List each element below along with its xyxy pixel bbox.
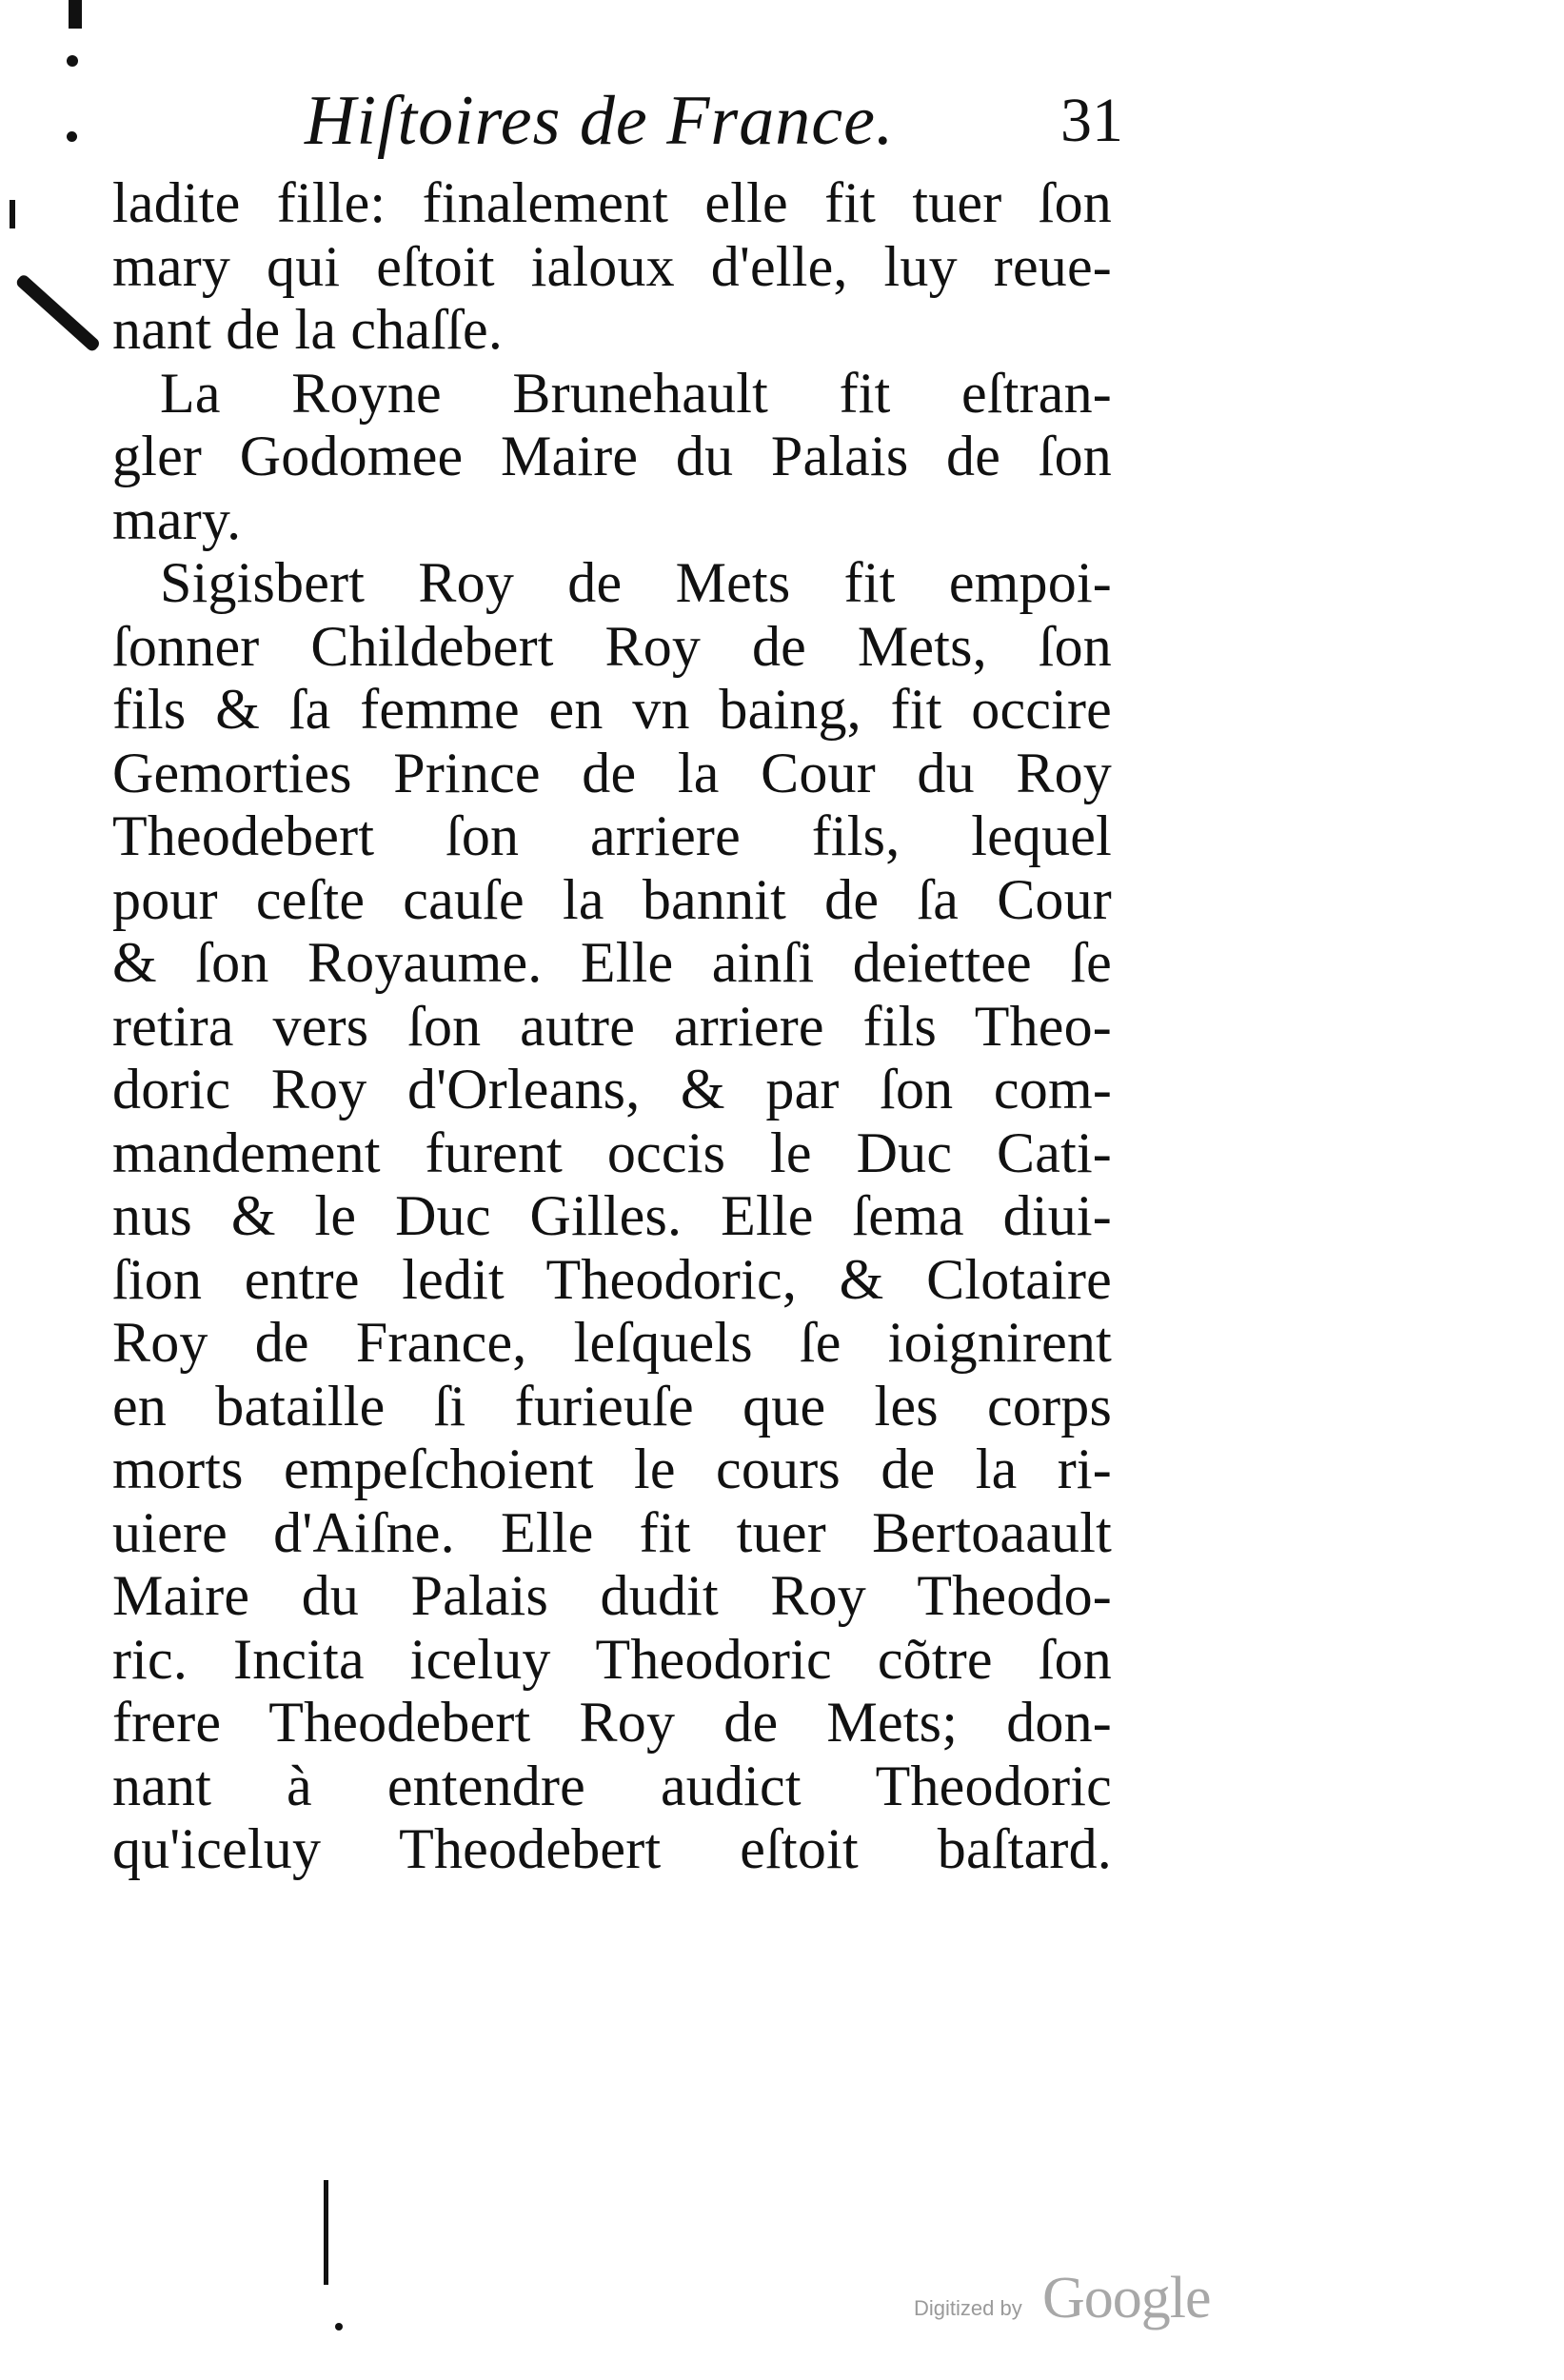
- text-line: fils & ſa femme en vn baing, fit occire: [112, 678, 1112, 741]
- text-line: ladite fille: finalement elle fit tuer ſon: [112, 171, 1112, 234]
- text-line: uiere d'Aiſne. Elle fit tuer Bertoaault: [112, 1500, 1112, 1564]
- text-line: qu'iceluy Theodebert eſtoit baſtard.: [112, 1817, 1112, 1880]
- text-line: en bataille ſi furieuſe que les corps: [112, 1374, 1112, 1438]
- text-line: pour ceſte cauſe la bannit de ſa Cour: [112, 867, 1112, 931]
- scan-mark-line: [324, 2180, 328, 2285]
- text-line: nant à entendre audict Theodoric: [112, 1754, 1112, 1817]
- text-line: Roy de France, leſquels ſe ioignirent: [112, 1311, 1112, 1374]
- text-line: gler Godomee Maire du Palais de ſon: [112, 425, 1112, 487]
- digitized-watermark: [914, 2256, 1237, 2332]
- text-line: mary.: [112, 487, 242, 551]
- text-line: Sigisbert Roy de Mets fit empoi-: [160, 551, 1112, 614]
- scan-mark-dot: [67, 131, 77, 142]
- page-number: 31: [1060, 86, 1123, 155]
- text-line: nus & le Duc Gilles. Elle ſema diui-: [112, 1184, 1112, 1247]
- text-line: Gemorties Prince de la Cour du Roy: [112, 741, 1112, 804]
- text-line: mandement furent occis le Duc Cati-: [112, 1121, 1112, 1184]
- text-line: ſion entre ledit Theodoric, & Clotaire: [112, 1247, 1112, 1311]
- text-line: doric Roy d'Orleans, & par ſon com-: [112, 1058, 1112, 1121]
- text-line: & ſon Royaume. Elle ainſi deiettee ſe: [112, 931, 1112, 994]
- text-line: ric. Incita iceluy Theodoric cõtre ſon: [112, 1627, 1112, 1691]
- text-line: mary qui eſtoit ialoux d'elle, luy reue-: [112, 234, 1112, 298]
- text-line: frere Theodebert Roy de Mets; don-: [112, 1691, 1112, 1754]
- text-line: ſonner Childebert Roy de Mets, ſon: [112, 614, 1112, 678]
- text-block: [112, 171, 1112, 1881]
- scan-mark-top: [69, 0, 82, 29]
- running-head: [305, 78, 1123, 164]
- text-line: morts empeſchoient le cours de la ri-: [112, 1438, 1112, 1500]
- text-line: nant de la chaſſe.: [112, 298, 504, 361]
- scan-mark-dot: [335, 2323, 343, 2330]
- google-logo: Google: [1042, 2266, 1211, 2330]
- scan-mark-stroke: [10, 200, 15, 228]
- text-line: La Royne Brunehault fit eſtran-: [160, 361, 1112, 425]
- scan-mark-slash: [14, 273, 101, 353]
- text-line: retira vers ſon autre arriere fils Theo-: [112, 994, 1112, 1058]
- scan-mark-dot: [67, 55, 78, 67]
- running-title: Hiſtoires de France.: [305, 82, 895, 160]
- text-line: Maire du Palais dudit Roy Theodo-: [112, 1564, 1112, 1627]
- text-line: Theodebert ſon arriere fils, lequel: [112, 804, 1112, 867]
- watermark-prefix: Digitized by: [914, 2296, 1022, 2320]
